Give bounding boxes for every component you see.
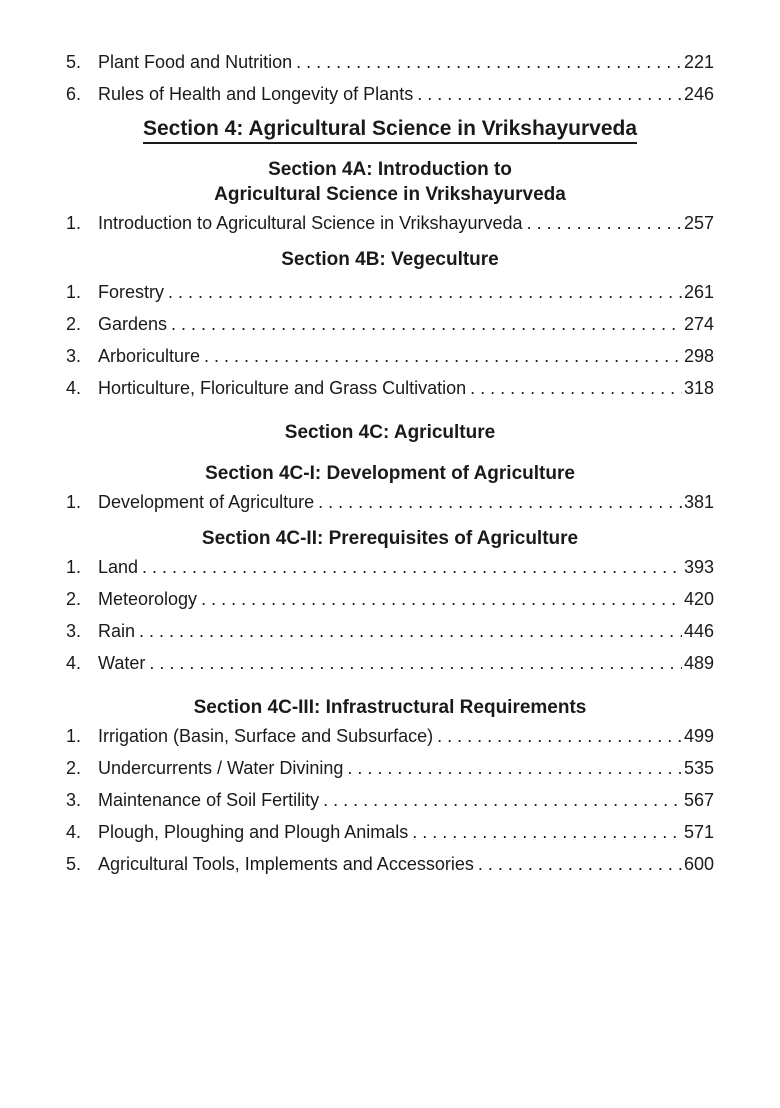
entry-number: 1. xyxy=(66,726,82,746)
entry-number: 5. xyxy=(66,854,82,874)
toc-entry xyxy=(66,848,714,880)
entry-number: 2. xyxy=(66,758,82,778)
toc-entry xyxy=(66,752,714,784)
toc-entry xyxy=(66,207,714,239)
entry-number: 4. xyxy=(66,653,82,673)
section-4-heading xyxy=(66,116,714,141)
entry-title: Land xyxy=(98,557,139,577)
entry-title: Undercurrents / Water Divining xyxy=(98,758,344,778)
entry-title: Horticulture, Floriculture and Grass Cultivation xyxy=(98,378,467,398)
section-4b-heading: Section 4B: Vegeculture xyxy=(281,249,499,270)
toc-entry xyxy=(66,551,714,583)
toc-list-top xyxy=(66,46,714,110)
section-4c-heading: Section 4C: Agriculture xyxy=(284,422,496,443)
entry-number: 4. xyxy=(66,822,82,842)
section-4c1-heading: Section 4C-I: Development of Agriculture xyxy=(205,463,575,484)
entry-title: Irrigation (Basin, Surface and Subsurface) xyxy=(98,726,434,746)
toc-list-4c1 xyxy=(66,486,714,518)
entry-title: Arboriculture xyxy=(98,346,201,366)
entry-title: Introduction to Agricultural Science in Vrikshayurveda xyxy=(98,213,523,233)
entry-page: 571 xyxy=(683,822,714,842)
entry-page: 246 xyxy=(683,84,714,104)
entry-number: 1. xyxy=(66,282,82,302)
section-4c2-heading: Section 4C-II: Prerequisites of Agriculture xyxy=(201,528,579,549)
dot-leader xyxy=(417,78,682,110)
toc-list-4b xyxy=(66,276,714,404)
section-4a-heading xyxy=(66,157,714,207)
entry-title: Agricultural Tools, Implements and Accessories xyxy=(98,854,474,874)
toc-entry xyxy=(66,78,714,110)
entry-number: 1. xyxy=(66,557,82,577)
dot-leader xyxy=(347,752,682,784)
toc-entry xyxy=(66,784,714,816)
toc-list-4c3 xyxy=(66,720,714,880)
entry-title: Rain xyxy=(98,621,136,641)
entry-page: 261 xyxy=(683,282,714,302)
entry-title: Development of Agriculture xyxy=(98,492,315,512)
section-4-heading-text: Section 4: Agricultural Science in Vrikshayurveda xyxy=(143,117,637,144)
entry-number: 5. xyxy=(66,52,82,72)
entry-page: 489 xyxy=(683,653,714,673)
toc-entry xyxy=(66,816,714,848)
entry-page: 381 xyxy=(683,492,714,512)
entry-page: 221 xyxy=(683,52,714,72)
toc-entry xyxy=(66,340,714,372)
dot-leader xyxy=(323,784,682,816)
dot-leader xyxy=(142,551,682,583)
entry-number: 1. xyxy=(66,213,82,233)
entry-title: Plough, Ploughing and Plough Animals xyxy=(98,822,409,842)
entry-title: Water xyxy=(98,653,146,673)
entry-title: Maintenance of Soil Fertility xyxy=(98,790,320,810)
toc-entry xyxy=(66,720,714,752)
entry-number: 2. xyxy=(66,314,82,334)
entry-title: Rules of Health and Longevity of Plants xyxy=(98,84,414,104)
entry-number: 1. xyxy=(66,492,82,512)
entry-page: 535 xyxy=(683,758,714,778)
entry-page: 257 xyxy=(683,213,714,233)
toc-entry xyxy=(66,583,714,615)
toc-entry xyxy=(66,308,714,340)
dot-leader xyxy=(168,276,682,308)
entry-page: 274 xyxy=(683,314,714,334)
entry-number: 3. xyxy=(66,346,82,366)
toc-entry xyxy=(66,615,714,647)
dot-leader xyxy=(470,372,682,404)
entry-page: 446 xyxy=(683,621,714,641)
dot-leader xyxy=(296,46,682,78)
entry-page: 393 xyxy=(683,557,714,577)
entry-title: Gardens xyxy=(98,314,168,334)
dot-leader xyxy=(171,308,682,340)
entry-number: 6. xyxy=(66,84,82,104)
section-4a-heading-line1: Section 4A: Introduction to xyxy=(268,159,512,180)
entry-title: Forestry xyxy=(98,282,165,302)
dot-leader xyxy=(527,207,682,239)
dot-leader xyxy=(437,720,682,752)
dot-leader xyxy=(204,340,682,372)
toc-list-4c2 xyxy=(66,551,714,679)
entry-page: 499 xyxy=(683,726,714,746)
dot-leader xyxy=(201,583,682,615)
toc-list-4a xyxy=(66,207,714,239)
entry-page: 318 xyxy=(683,378,714,398)
entry-page: 600 xyxy=(683,854,714,874)
dot-leader xyxy=(149,647,682,679)
entry-number: 2. xyxy=(66,589,82,609)
dot-leader xyxy=(412,816,682,848)
dot-leader xyxy=(139,615,682,647)
entry-number: 3. xyxy=(66,790,82,810)
toc-entry xyxy=(66,46,714,78)
dot-leader xyxy=(318,486,682,518)
entry-title: Plant Food and Nutrition xyxy=(98,52,293,72)
toc-entry xyxy=(66,486,714,518)
toc-entry xyxy=(66,372,714,404)
entry-page: 420 xyxy=(683,589,714,609)
entry-title: Meteorology xyxy=(98,589,198,609)
entry-number: 4. xyxy=(66,378,82,398)
entry-page: 298 xyxy=(683,346,714,366)
section-4a-heading-line2: Agricultural Science in Vrikshayurveda xyxy=(214,184,566,205)
section-4c3-heading: Section 4C-III: Infrastructural Requirements xyxy=(193,697,587,718)
entry-page: 567 xyxy=(683,790,714,810)
entry-number: 3. xyxy=(66,621,82,641)
toc-entry xyxy=(66,276,714,308)
dot-leader xyxy=(478,848,682,880)
toc-entry xyxy=(66,647,714,679)
